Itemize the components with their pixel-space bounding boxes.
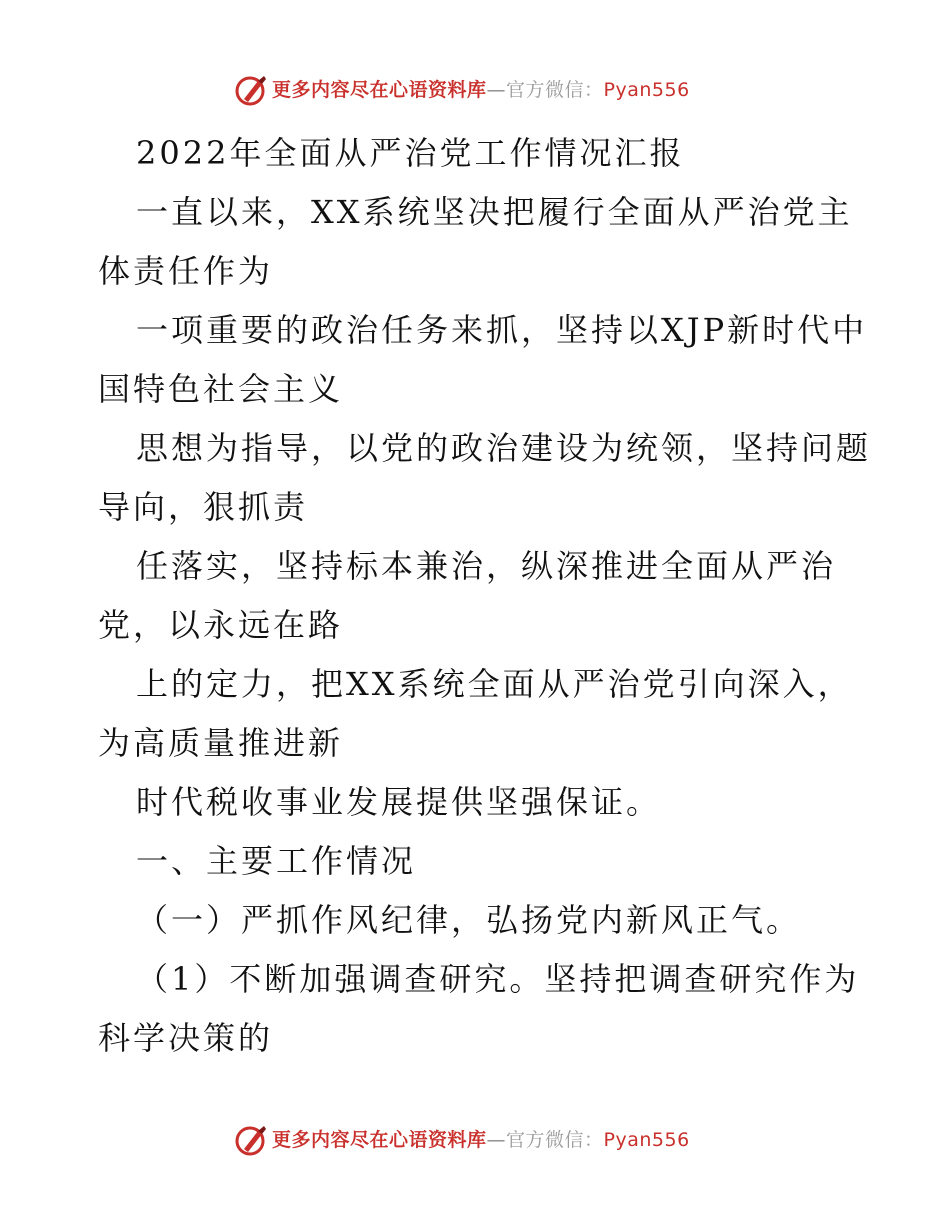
banner-wechat-label: 官方微信： (506, 1129, 604, 1151)
footer-banner (0, 1120, 950, 1160)
paragraph-line: 一项重要的政治任务来抓，坚持以XJP新时代中 (136, 311, 868, 349)
footer-banner-text (272, 1128, 690, 1152)
banner-site-name: 更多内容尽在心语资料库 (272, 1129, 487, 1151)
header-banner (0, 70, 950, 110)
paragraph-line: 国特色社会主义 (98, 370, 344, 408)
banner-separator: — (486, 1129, 507, 1151)
subsection-heading: （一）严抓作风纪律，弘扬党内新风正气。 (136, 901, 802, 939)
banner-wechat-label: 官方微信： (506, 79, 604, 101)
banner-wechat-handle: Pyan556 (603, 79, 690, 101)
paragraph-line: 一直以来，XX系统坚决把履行全面从严治党主 (136, 193, 853, 231)
paragraph-line: （1）不断加强调查研究。坚持把调查研究作为 (136, 960, 860, 998)
document-body (98, 124, 872, 1068)
section-heading: 一、主要工作情况 (136, 842, 417, 880)
paragraph-line: 体责任作为 (98, 252, 274, 290)
fountain-pen-circle-icon (234, 72, 270, 108)
paragraph-line: 党，以永远在路 (98, 606, 344, 644)
banner-site-name: 更多内容尽在心语资料库 (272, 79, 487, 101)
banner-wechat-handle: Pyan556 (603, 1129, 690, 1151)
paragraph-line: 为高质量推进新 (98, 724, 344, 762)
header-banner-text (272, 78, 690, 102)
paragraph-line: 上的定力，把XX系统全面从严治党引向深入， (136, 665, 853, 703)
banner-separator: — (486, 79, 507, 101)
paragraph-line: 思想为指导，以党的政治建设为统领，坚持问题 (136, 429, 872, 467)
fountain-pen-circle-icon (234, 1122, 270, 1158)
paragraph-line: 任落实，坚持标本兼治，纵深推进全面从严治 (136, 547, 837, 585)
paragraph-line: 导向，狠抓责 (98, 488, 309, 526)
paragraph-line: 科学决策的 (98, 1019, 274, 1057)
document-title: 2022年全面从严治党工作情况汇报 (136, 134, 685, 172)
paragraph-line: 时代税收事业发展提供坚强保证。 (136, 783, 662, 821)
